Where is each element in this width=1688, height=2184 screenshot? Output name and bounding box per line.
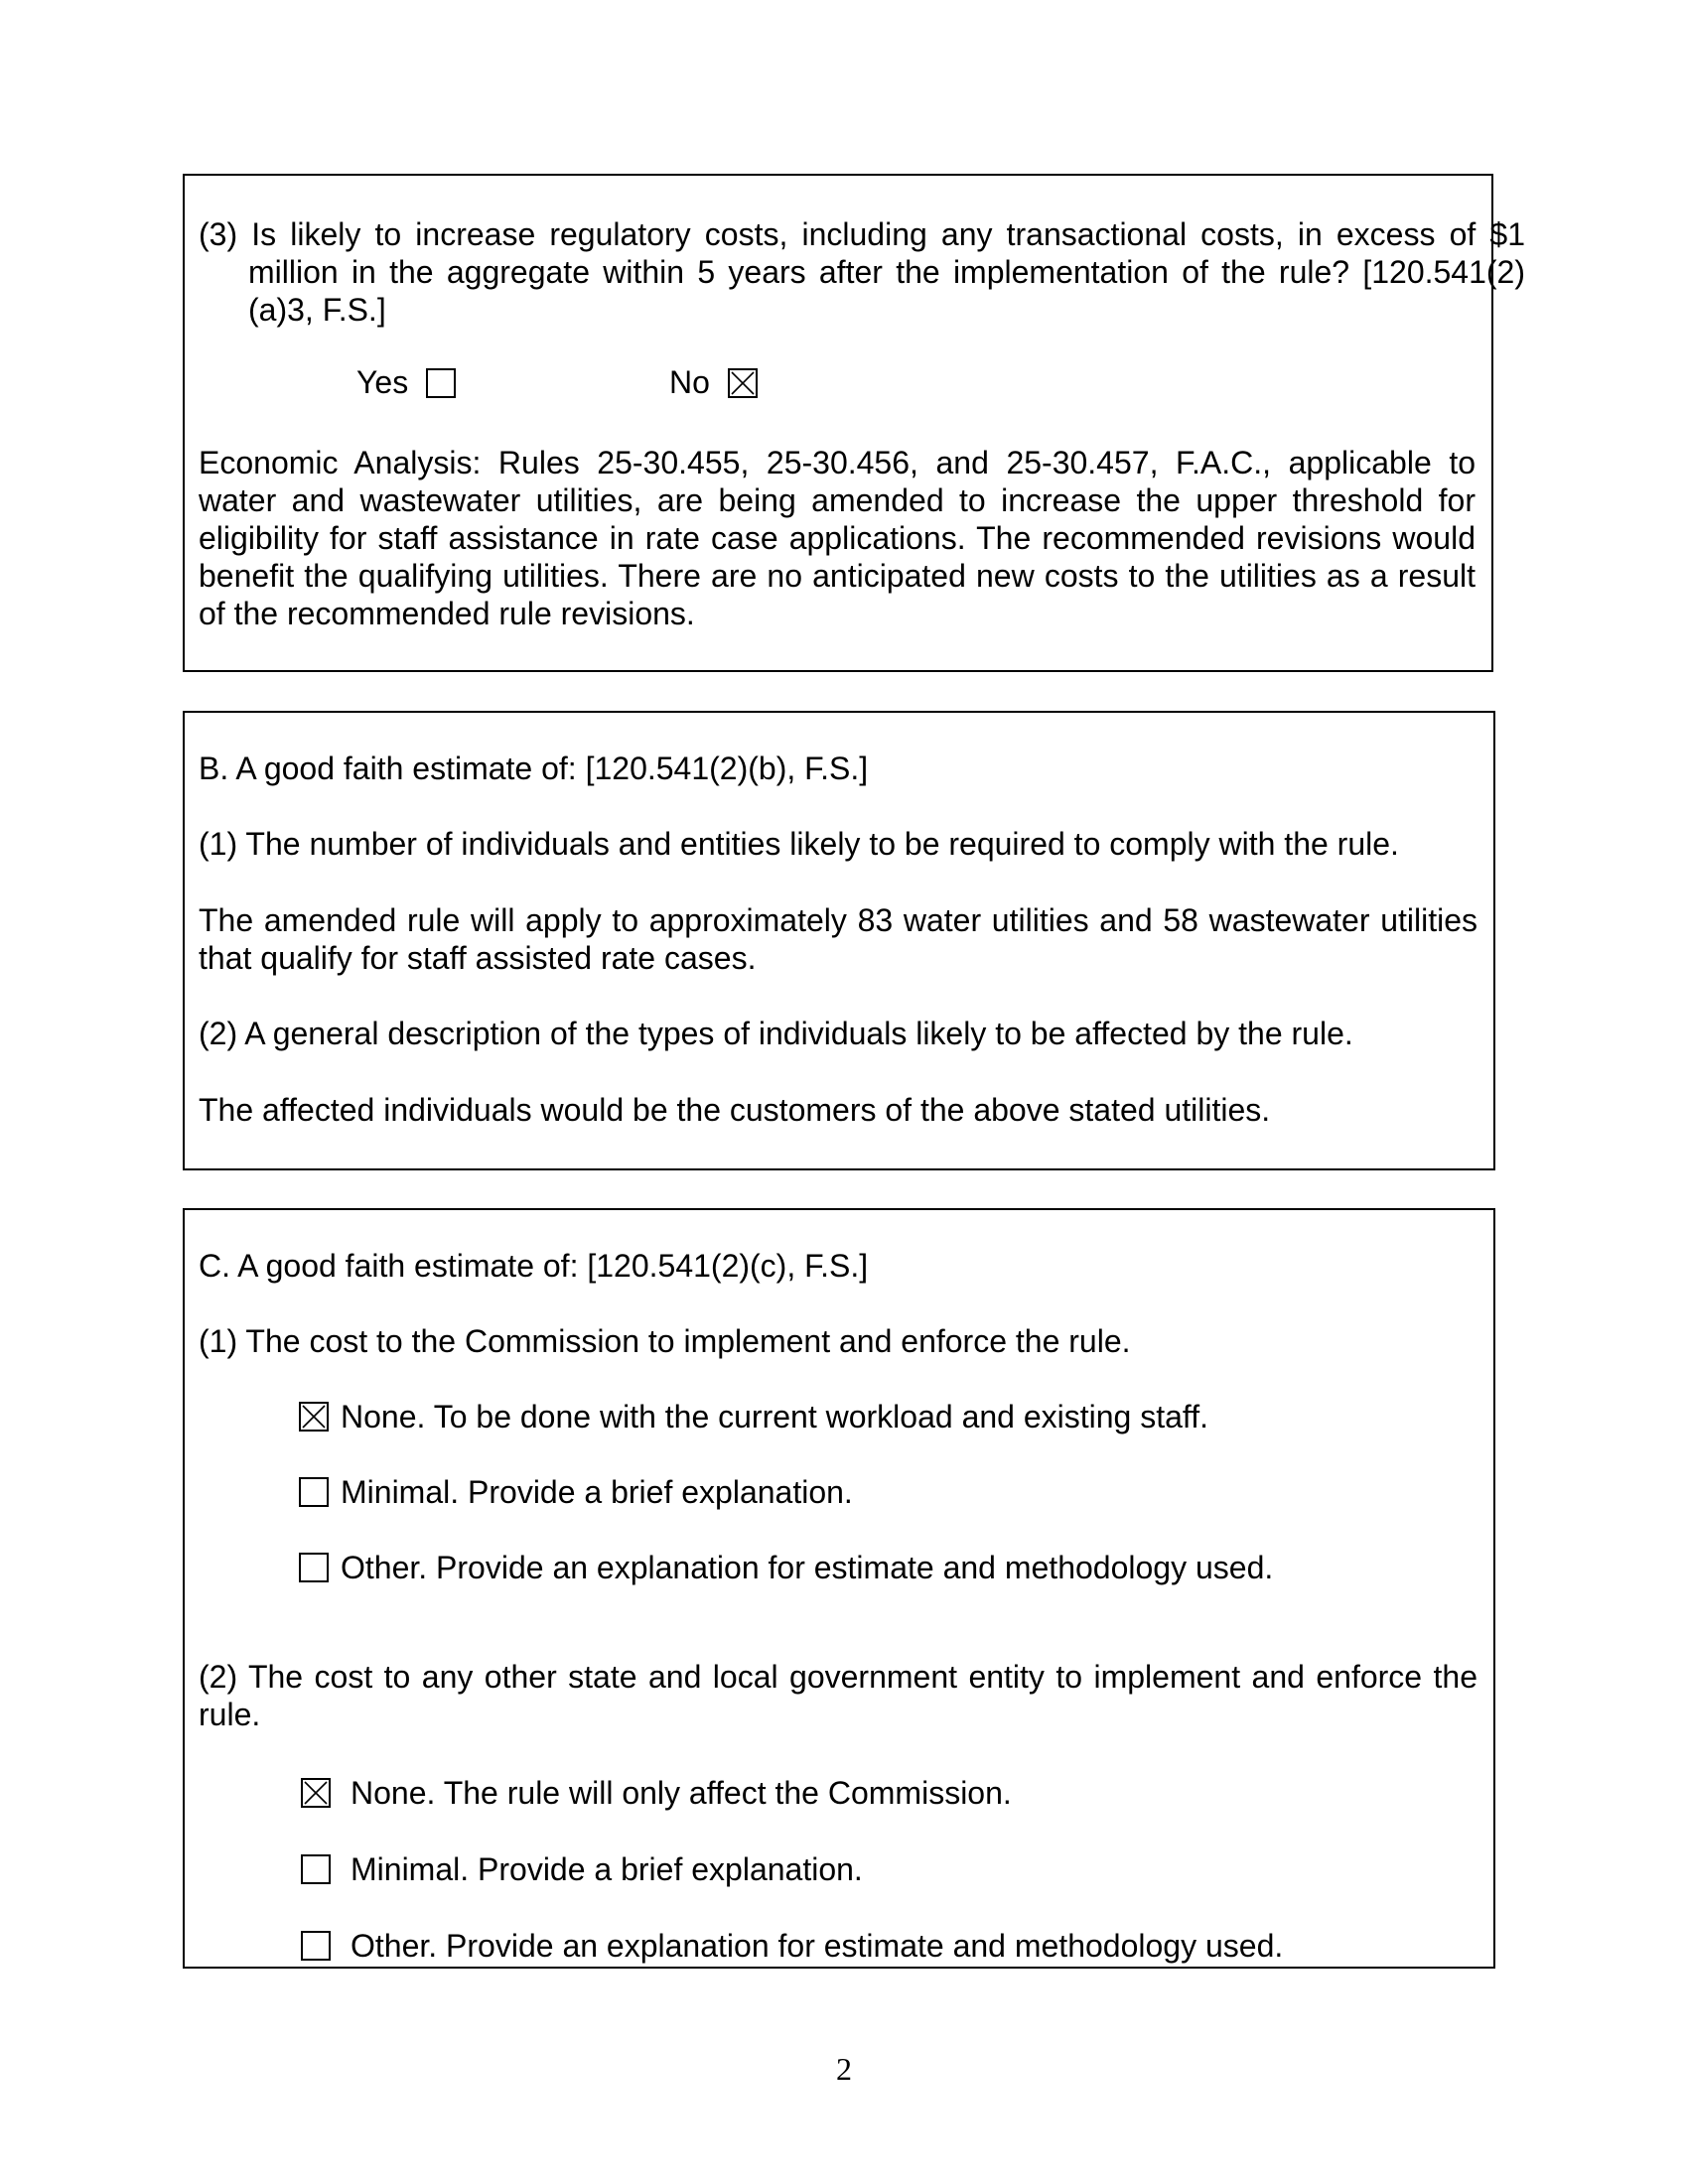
c2-other-checkbox[interactable]	[301, 1931, 331, 1961]
c1-none-label: None. To be done with the current workload and existing staff.	[341, 1399, 1209, 1434]
c1-minimal-checkbox[interactable]	[299, 1477, 329, 1507]
c1-other-label: Other. Provide an explanation for estimate and methodology used.	[341, 1550, 1274, 1585]
item3-question: (3) Is likely to increase regulatory costs, including any transactional costs, in excess of $1 million in the aggregate within 5 years after the implementation of the rule? [120.541(2)(a)3, F.S.]	[199, 216, 1525, 328]
c1-option-none[interactable]	[299, 1398, 1208, 1435]
c1-none-checkbox[interactable]	[299, 1402, 329, 1432]
section-c-heading: C. A good faith estimate of: [120.541(2)(c), F.S.]	[199, 1248, 869, 1284]
c2-option-other[interactable]	[301, 1927, 1283, 1965]
section-c-item1-question: (1) The cost to the Commission to implement and enforce the rule.	[199, 1323, 1131, 1359]
c2-option-none[interactable]	[301, 1774, 1012, 1812]
no-option[interactable]	[669, 364, 758, 401]
check-x-icon	[303, 1780, 329, 1806]
section-b-item2-answer: The affected individuals would be the customers of the above stated utilities.	[199, 1092, 1271, 1128]
c1-minimal-label: Minimal. Provide a brief explanation.	[341, 1474, 853, 1510]
section-c-item2-question: (2) The cost to any other state and local government entity to implement and enforce the rule.	[199, 1659, 1477, 1732]
economic-analysis-text: Economic Analysis: Rules 25-30.455, 25-30.456, and 25-30.457, F.A.C., applicable to water and wastewater utilities, are being amended to increase the upper threshold for eligibility for staff assistance in rate case applications. The recommended revisions would benefit the qualifying utilities. There are no anticipated new costs to the utilities as a result of the recommended rule revisions.	[199, 445, 1476, 631]
yes-checkbox[interactable]	[426, 368, 456, 398]
no-label: No	[669, 364, 710, 400]
check-x-icon	[301, 1404, 327, 1430]
c2-none-checkbox[interactable]	[301, 1778, 331, 1808]
c1-option-other[interactable]	[299, 1549, 1273, 1586]
yes-label: Yes	[356, 364, 409, 400]
section-b-heading: B. A good faith estimate of: [120.541(2)(b), F.S.]	[199, 751, 869, 786]
section-b-box	[183, 711, 1495, 1170]
page-number: 2	[836, 2051, 852, 2087]
section-b-item2-question: (2) A general description of the types of individuals likely to be affected by the rule.	[199, 1016, 1353, 1051]
c2-other-label: Other. Provide an explanation for estimate and methodology used.	[351, 1928, 1284, 1964]
c1-other-checkbox[interactable]	[299, 1553, 329, 1582]
section-a-item3-box	[183, 174, 1525, 672]
no-checkbox[interactable]	[728, 368, 758, 398]
section-b-item1-question: (1) The number of individuals and entities likely to be required to comply with the rule.	[199, 826, 1399, 862]
c2-none-label: None. The rule will only affect the Commission.	[351, 1775, 1012, 1811]
c1-option-minimal[interactable]	[299, 1473, 853, 1511]
c2-minimal-label: Minimal. Provide a brief explanation.	[351, 1851, 863, 1887]
check-x-icon	[730, 370, 756, 396]
yes-option[interactable]	[356, 364, 456, 401]
c2-minimal-checkbox[interactable]	[301, 1854, 331, 1884]
section-c-box	[183, 1208, 1495, 1969]
c2-option-minimal[interactable]	[301, 1850, 863, 1888]
section-b-item1-answer: The amended rule will apply to approximately 83 water utilities and 58 wastewater utilities that qualify for staff assisted rate cases.	[199, 902, 1477, 976]
